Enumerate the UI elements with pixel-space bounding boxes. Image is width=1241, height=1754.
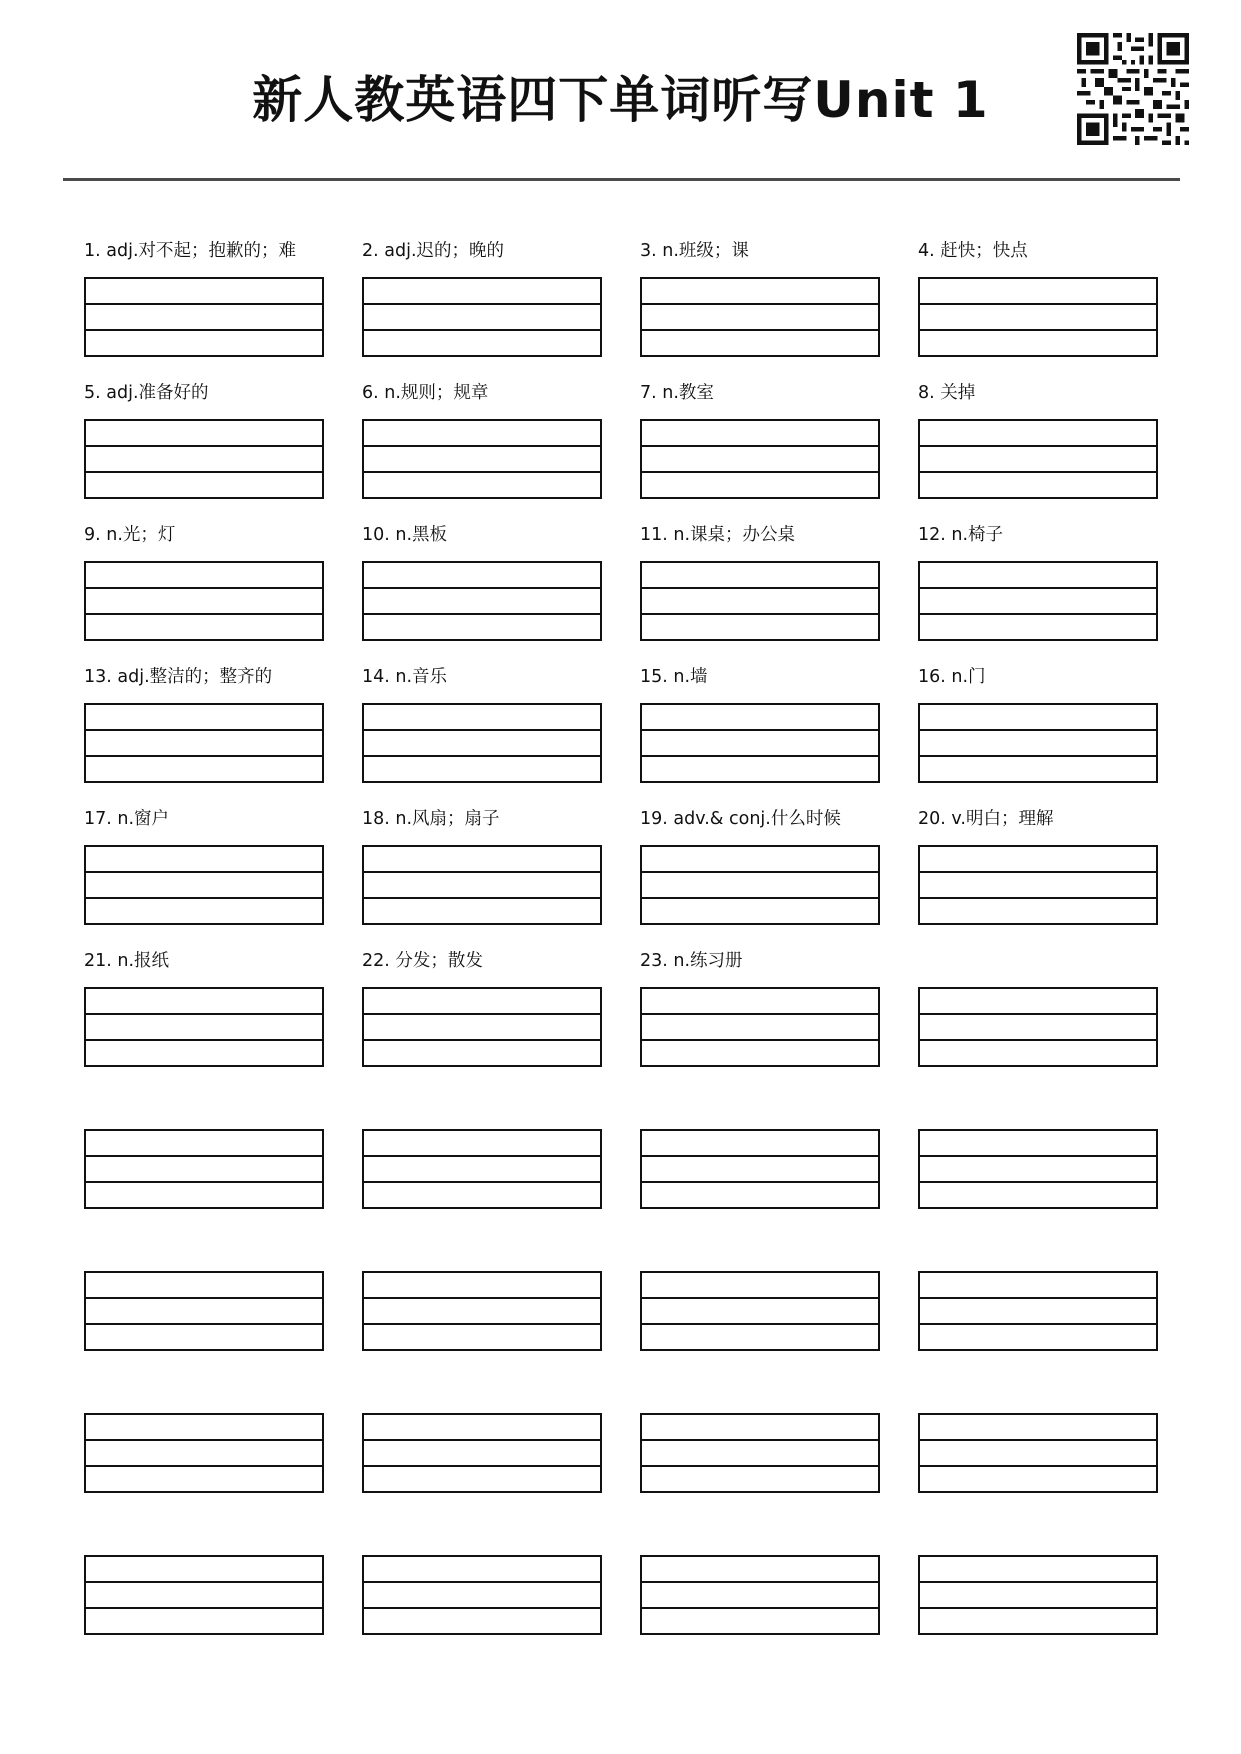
item-prompt: 2. adj.迟的；晚的	[362, 241, 505, 261]
answer-box[interactable]	[640, 419, 880, 499]
dictation-item	[84, 945, 324, 1087]
answer-box[interactable]	[640, 1413, 880, 1493]
answer-box[interactable]	[918, 277, 1158, 357]
answer-box[interactable]	[362, 277, 602, 357]
dictation-item	[362, 519, 602, 661]
answer-box[interactable]	[84, 277, 324, 357]
answer-box[interactable]	[918, 1413, 1158, 1493]
dictation-grid	[84, 235, 1184, 1635]
item-prompt: 17. n.窗户	[84, 809, 170, 829]
item-prompt: 4. 赶快；快点	[918, 241, 1028, 261]
item-prompt: 22. 分发；散发	[362, 951, 483, 971]
title-divider	[63, 178, 1180, 181]
dictation-item	[84, 1513, 324, 1655]
dictation-item	[918, 1229, 1158, 1371]
answer-box[interactable]	[84, 561, 324, 641]
dictation-item	[918, 519, 1158, 661]
answer-box[interactable]	[640, 1271, 880, 1351]
item-prompt: 21. n.报纸	[84, 951, 170, 971]
item-prompt: 7. n.教室	[640, 383, 714, 403]
dictation-item	[918, 1087, 1158, 1229]
answer-box[interactable]	[362, 1129, 602, 1209]
answer-box[interactable]	[84, 703, 324, 783]
item-prompt: 1. adj.对不起；抱歉的；难	[84, 241, 297, 261]
item-prompt: 23. n.练习册	[640, 951, 743, 971]
item-prompt: 18. n.风扇；扇子	[362, 809, 500, 829]
answer-box[interactable]	[918, 845, 1158, 925]
dictation-item	[84, 661, 324, 803]
dictation-item	[918, 1513, 1158, 1655]
answer-box[interactable]	[362, 561, 602, 641]
dictation-item	[640, 1229, 880, 1371]
dictation-item	[362, 1371, 602, 1513]
answer-box[interactable]	[640, 845, 880, 925]
dictation-item	[362, 661, 602, 803]
answer-box[interactable]	[640, 703, 880, 783]
answer-box[interactable]	[84, 1413, 324, 1493]
item-prompt: 6. n.规则；规章	[362, 383, 489, 403]
answer-box[interactable]	[918, 987, 1158, 1067]
dictation-item	[84, 377, 324, 519]
dictation-item	[918, 235, 1158, 377]
dictation-item	[84, 1087, 324, 1229]
dictation-item	[918, 377, 1158, 519]
answer-box[interactable]	[640, 987, 880, 1067]
worksheet-title: 新人教英语四下单词听写Unit 1	[252, 71, 989, 129]
dictation-item	[918, 661, 1158, 803]
answer-box[interactable]	[640, 1129, 880, 1209]
answer-box[interactable]	[918, 561, 1158, 641]
dictation-item	[84, 803, 324, 945]
dictation-item	[84, 1229, 324, 1371]
dictation-item	[84, 235, 324, 377]
item-prompt: 16. n.门	[918, 667, 986, 687]
dictation-item	[640, 519, 880, 661]
item-prompt: 3. n.班级；课	[640, 241, 749, 261]
answer-box[interactable]	[84, 419, 324, 499]
answer-box[interactable]	[84, 845, 324, 925]
dictation-item	[640, 377, 880, 519]
answer-box[interactable]	[918, 1555, 1158, 1635]
answer-box[interactable]	[362, 987, 602, 1067]
answer-box[interactable]	[362, 1555, 602, 1635]
answer-box[interactable]	[918, 703, 1158, 783]
answer-box[interactable]	[640, 561, 880, 641]
item-prompt: 13. adj.整洁的；整齐的	[84, 667, 273, 687]
answer-box[interactable]	[362, 703, 602, 783]
answer-box[interactable]	[362, 1271, 602, 1351]
answer-box[interactable]	[362, 1413, 602, 1493]
item-prompt: 10. n.黑板	[362, 525, 448, 545]
answer-box[interactable]	[640, 1555, 880, 1635]
answer-box[interactable]	[918, 419, 1158, 499]
answer-box[interactable]	[84, 1129, 324, 1209]
dictation-item	[640, 1513, 880, 1655]
item-prompt: 20. v.明白；理解	[918, 809, 1054, 829]
item-prompt: 5. adj.准备好的	[84, 383, 209, 403]
answer-box[interactable]	[84, 987, 324, 1067]
dictation-item	[918, 945, 1158, 1087]
dictation-item	[640, 945, 880, 1087]
answer-box[interactable]	[362, 419, 602, 499]
dictation-item	[918, 803, 1158, 945]
dictation-item	[362, 1087, 602, 1229]
dictation-item	[84, 1371, 324, 1513]
dictation-item	[362, 945, 602, 1087]
item-prompt: 12. n.椅子	[918, 525, 1004, 545]
dictation-item	[918, 1371, 1158, 1513]
dictation-item	[362, 803, 602, 945]
item-prompt: 15. n.墙	[640, 667, 708, 687]
qr-code-icon	[1077, 33, 1189, 145]
dictation-item	[640, 1087, 880, 1229]
item-prompt: 9. n.光；灯	[84, 525, 176, 545]
dictation-item	[640, 1371, 880, 1513]
answer-box[interactable]	[918, 1271, 1158, 1351]
answer-box[interactable]	[362, 845, 602, 925]
answer-box[interactable]	[84, 1555, 324, 1635]
item-prompt: 11. n.课桌；办公桌	[640, 525, 796, 545]
dictation-item	[640, 803, 880, 945]
dictation-item	[640, 235, 880, 377]
dictation-item	[362, 235, 602, 377]
answer-box[interactable]	[640, 277, 880, 357]
dictation-item	[362, 377, 602, 519]
dictation-item	[362, 1229, 602, 1371]
item-prompt: 14. n.音乐	[362, 667, 448, 687]
item-prompt: 8. 关掉	[918, 383, 976, 403]
answer-box[interactable]	[84, 1271, 324, 1351]
dictation-item	[640, 661, 880, 803]
dictation-item	[362, 1513, 602, 1655]
item-prompt: 19. adv.& conj.什么时候	[640, 809, 841, 829]
answer-box[interactable]	[918, 1129, 1158, 1209]
dictation-item	[84, 519, 324, 661]
